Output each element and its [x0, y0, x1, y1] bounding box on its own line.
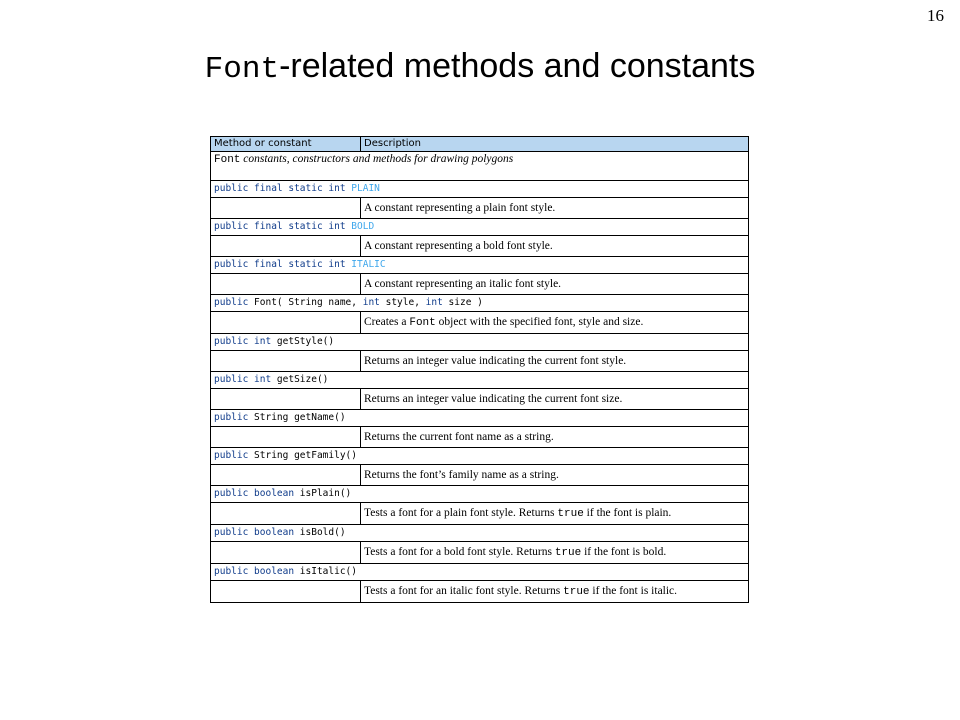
method-signature-row: [211, 410, 749, 427]
empty-cell: [211, 351, 361, 372]
method-description: [361, 198, 749, 219]
signature-token: BOLD: [351, 221, 375, 232]
description-text: A constant representing a bold font style.: [364, 240, 553, 252]
method-signature: [211, 334, 749, 351]
method-description-row: [211, 389, 749, 410]
method-description-row: [211, 351, 749, 372]
method-description-row: [211, 465, 749, 486]
description-text: if the font is italic.: [589, 585, 678, 597]
method-signature: [211, 448, 749, 465]
description-text: object with the specified font, style and size.: [435, 316, 644, 328]
section-text: constants, constructors and methods for drawing polygons: [240, 153, 514, 165]
signature-token: public: [214, 450, 255, 461]
method-description-row: [211, 274, 749, 295]
description-text: A constant representing a plain font style.: [364, 202, 556, 214]
description-text: if the font is plain.: [583, 507, 672, 519]
signature-token: public: [214, 412, 255, 423]
signature-token: public boolean: [214, 527, 300, 538]
description-text: if the font is bold.: [581, 546, 667, 558]
method-description: [361, 274, 749, 295]
header-description: Description: [361, 137, 749, 152]
method-description: [361, 312, 749, 334]
empty-cell: [211, 427, 361, 448]
method-description: [361, 427, 749, 448]
description-text: Tests a font for a plain font style. Returns: [364, 507, 558, 519]
method-description-row: [211, 198, 749, 219]
method-description: [361, 581, 749, 603]
method-signature: [211, 564, 749, 581]
description-text: Returns the font’s family name as a string.: [364, 469, 559, 481]
empty-cell: [211, 274, 361, 295]
description-text: Tests a font for an italic font style. Returns: [364, 585, 564, 597]
empty-cell: [211, 581, 361, 603]
method-description: [361, 389, 749, 410]
method-description: [361, 351, 749, 372]
method-description-row: [211, 312, 749, 334]
method-description-row: [211, 503, 749, 525]
signature-token: public: [214, 297, 255, 308]
method-signature-row: [211, 525, 749, 542]
description-text: Returns an integer value indicating the current font size.: [364, 393, 623, 405]
signature-token: int: [362, 297, 386, 308]
description-code: true: [554, 547, 582, 559]
signature-token: getSize(): [276, 374, 329, 385]
signature-token: Font( String name,: [254, 297, 363, 308]
method-description: [361, 465, 749, 486]
signature-token: getStyle(): [276, 336, 335, 347]
method-signature: [211, 410, 749, 427]
signature-token: PLAIN: [351, 183, 380, 194]
method-signature-row: [211, 372, 749, 389]
method-signature: [211, 525, 749, 542]
empty-cell: [211, 312, 361, 334]
methods-table: [210, 136, 749, 603]
signature-token: public int: [214, 336, 277, 347]
title-text: -related methods and constants: [279, 47, 756, 85]
signature-token: public boolean: [214, 566, 300, 577]
slide-number: 16: [927, 6, 944, 25]
signature-token: public final static int: [214, 221, 352, 232]
signature-token: public final static int: [214, 183, 352, 194]
signature-token: public int: [214, 374, 277, 385]
empty-cell: [211, 465, 361, 486]
method-description-row: [211, 236, 749, 257]
signature-token: public boolean: [214, 488, 300, 499]
title-code: Font: [204, 52, 280, 87]
description-code: Font: [409, 317, 436, 329]
section-row: [211, 152, 749, 181]
signature-token: size ): [448, 297, 483, 308]
method-signature-row: [211, 564, 749, 581]
signature-token: isBold(): [299, 527, 346, 538]
method-description-row: [211, 542, 749, 564]
signature-token: public final static int: [214, 259, 352, 270]
description-code: true: [557, 508, 584, 520]
slide-title: [0, 44, 960, 92]
description-text: Returns an integer value indicating the current font style.: [364, 355, 627, 367]
empty-cell: [211, 503, 361, 525]
description-text: Tests a font for a bold font style. Returns: [364, 546, 555, 558]
method-signature: [211, 181, 749, 198]
method-signature: [211, 372, 749, 389]
section-code: Font: [214, 154, 241, 166]
method-signature-row: [211, 181, 749, 198]
signature-token: String getFamily(): [254, 450, 357, 461]
method-description: [361, 236, 749, 257]
method-signature-row: [211, 219, 749, 236]
method-signature: [211, 486, 749, 503]
header-method: Method or constant: [211, 137, 361, 152]
empty-cell: [211, 236, 361, 257]
method-description-row: [211, 581, 749, 603]
method-signature-row: [211, 334, 749, 351]
empty-cell: [211, 389, 361, 410]
method-description: [361, 503, 749, 525]
empty-cell: [211, 542, 361, 564]
method-signature: [211, 219, 749, 236]
description-text: Returns the current font name as a string.: [364, 431, 554, 443]
method-signature-row: [211, 295, 749, 312]
method-description-row: [211, 427, 749, 448]
method-description: [361, 542, 749, 564]
method-signature-row: [211, 486, 749, 503]
section-caption: [211, 152, 749, 181]
signature-token: isPlain(): [299, 488, 352, 499]
signature-token: int: [425, 297, 449, 308]
method-signature-row: [211, 257, 749, 274]
method-signature-row: [211, 448, 749, 465]
signature-token: style,: [385, 297, 426, 308]
description-text: Creates a: [364, 316, 410, 328]
signature-token: String getName(): [254, 412, 346, 423]
method-signature: [211, 257, 749, 274]
method-signature: [211, 295, 749, 312]
methods-table-body: [211, 137, 749, 603]
description-text: A constant representing an italic font style.: [364, 278, 562, 290]
signature-token: isItalic(): [299, 566, 357, 577]
description-code: true: [563, 586, 590, 598]
empty-cell: [211, 198, 361, 219]
signature-token: ITALIC: [351, 259, 386, 270]
table-header-row: [211, 137, 749, 152]
